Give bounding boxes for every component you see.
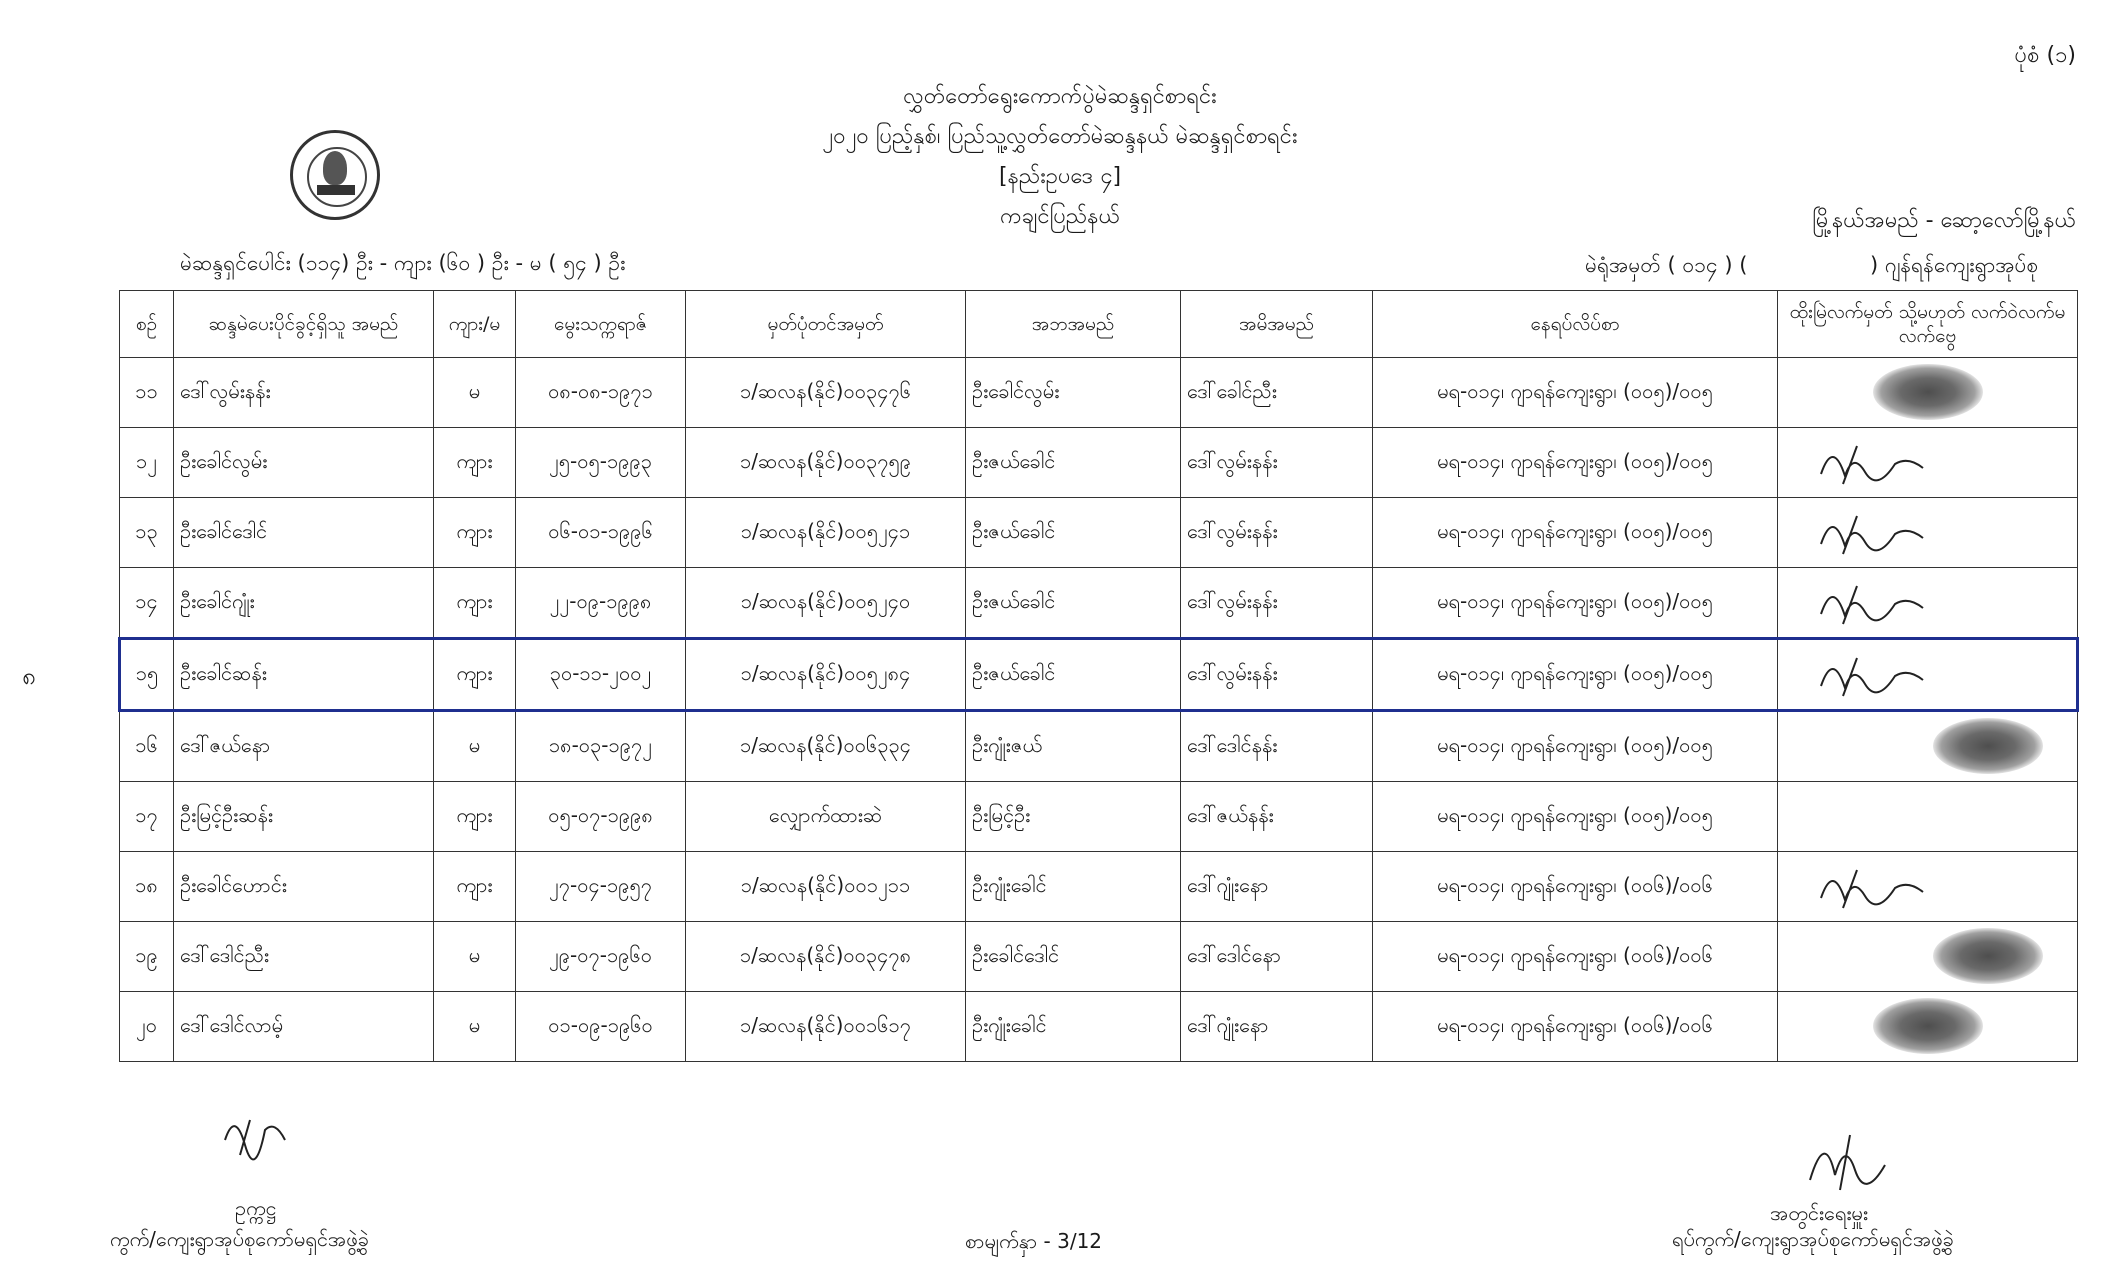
voter-name: ဒေါ်ဒေါင်ညီး [174,922,434,992]
gender: မ [434,358,516,428]
secretary-title: အတွင်းရေးမှူး [1770,1201,1868,1225]
gender: ကျား [434,782,516,852]
voter-table [118,290,2079,1062]
row-number: ၂၀ [120,992,174,1062]
row-number: ၁၉ [120,922,174,992]
gender: မ [434,711,516,782]
address: မရ-၀၁၄၊ ဂျာရန်ကျေးရွာ၊ (၀၀၅)/၀၀၅ [1373,358,1778,428]
table-row [120,568,2078,639]
address: မရ-၀၁၄၊ ဂျာရန်ကျေးရွာ၊ (၀၀၅)/၀၀၅ [1373,639,1778,711]
voter-name: ဦးခေါင်ဒေါင် [174,498,434,568]
row-number: ၁၅ [120,639,174,711]
birth-date: ၃၀-၁၁-၂၀၀၂ [516,639,686,711]
commission-logo-icon [290,130,380,220]
birth-date: ၂၉-၀၇-၁၉၆၀ [516,922,686,992]
mother-name: ဒေါ်ခေါင်ညီး [1181,358,1373,428]
gender: ကျား [434,428,516,498]
nrc-number: ၁/ဆလန(နိုင်)၀၀၅၂၄၁ [686,498,966,568]
birth-date: ၀၆-၀၁-၁၉၉၆ [516,498,686,568]
mother-name: ဒေါ်ဂျုံးနော [1181,852,1373,922]
mother-name: ဒေါ်လွမ်းနန်း [1181,428,1373,498]
signature-icon [1778,852,2078,922]
voter-name: ဦးမြင့်ဦးဆန်း [174,782,434,852]
mother-name: ဒေါ်ဒေါင်နန်း [1181,711,1373,782]
nrc-number: ၁/ဆလန(နိုင်)၀၀၃၇၅၉ [686,428,966,498]
polling-station: မဲရုံအမှတ် ( ၀၁၄ ) ( [1585,253,1748,277]
mother-name: ဒေါ်လွမ်းနန်း [1181,568,1373,639]
signature-icon [1778,428,2078,498]
signature-icon [1778,568,2078,639]
voter-name: ဒေါ်လွမ်းနန်း [174,358,434,428]
voter-name: ဒေါ်ဒေါင်လာမ့် [174,992,434,1062]
row-number: ၁၈ [120,852,174,922]
thumbprint-icon [1778,711,2078,782]
village-tract: ) ဂျန်ရန်ကျေးရွာအုပ်စု [1870,253,2039,277]
header-state: ကချင်ပြည်နယ် [1000,204,1120,229]
col-header-no: စဉ် [120,291,174,358]
page-info: စာမျက်နှာ - 3/12 [965,1229,1103,1253]
voter-name: ဒေါ်ဇယ်နော [174,711,434,782]
header-rule: [နည်းဥပဒေ ၄] [998,164,1122,189]
voter-name: ဦးခေါင်ဟောင်း [174,852,434,922]
address: မရ-၀၁၄၊ ဂျာရန်ကျေးရွာ၊ (၀၀၅)/၀၀၅ [1373,711,1778,782]
gender: ကျား [434,568,516,639]
voter-name: ဦးခေါင်ဂျုံး [174,568,434,639]
header-title: လွှတ်တော်ရွေးကောက်ပွဲမဲဆန္ဒရှင်စာရင်း [903,84,1217,109]
chair-title: ဥက္ကဋ္ဌ [235,1196,277,1220]
birth-date: ၂၇-၀၄-၁၉၅၇ [516,852,686,922]
birth-date: ၁၈-၀၃-၁၉၇၂ [516,711,686,782]
gender: ကျား [434,639,516,711]
nrc-number: ၁/ဆလန(နိုင်)၀၀၁၆၁၇ [686,992,966,1062]
col-header-father: အဘအမည် [966,291,1181,358]
address: မရ-၀၁၄၊ ဂျာရန်ကျေးရွာ၊ (၀၀၅)/၀၀၅ [1373,782,1778,852]
row-number: ၁၃ [120,498,174,568]
birth-date: ၀၅-၀၇-၁၉၉၈ [516,782,686,852]
father-name: ဦးမြင့်ဦး [966,782,1181,852]
nrc-number: ၁/ဆလန(နိုင်)၀၀၅၂၈၄ [686,639,966,711]
address: မရ-၀၁၄၊ ဂျာရန်ကျေးရွာ၊ (၀၀၆)/၀၀၆ [1373,922,1778,992]
father-name: ဦးဂျုံးဇယ် [966,711,1181,782]
gender: ကျား [434,852,516,922]
address: မရ-၀၁၄၊ ဂျာရန်ကျေးရွာ၊ (၀၀၆)/၀၀၆ [1373,992,1778,1062]
address: မရ-၀၁၄၊ ဂျာရန်ကျေးရွာ၊ (၀၀၅)/၀၀၅ [1373,498,1778,568]
col-header-gender: ကျား/မ [434,291,516,358]
nrc-number: လျှောက်ထားဆဲ [686,782,966,852]
row-number: ၁၁ [120,358,174,428]
township-name: မြို့နယ်အမည် - ဆော့လော်မြို့နယ် [1812,208,2076,233]
secretary-org: ရပ်ကွက်/ကျေးရွာအုပ်စုကော်မရှင်အဖွဲ့ခွဲ [1672,1227,1954,1251]
row-number: ၁၇ [120,782,174,852]
thumbprint-icon [1778,992,2078,1062]
nrc-number: ၁/ဆလန(နိုင်)၀၀၃၄၇၈ [686,922,966,992]
birth-date: ၀၁-၀၉-၁၉၆၀ [516,992,686,1062]
row-number: ၁၆ [120,711,174,782]
col-header-mother: အမိအမည် [1181,291,1373,358]
voter-name: ဦးခေါင်ဆန်း [174,639,434,711]
row-number: ၁၄ [120,568,174,639]
chair-org: ကွက်/ကျေးရွာအုပ်စုကော်မရှင်အဖွဲ့ခွဲ [110,1227,369,1251]
address: မရ-၀၁၄၊ ဂျာရန်ကျေးရွာ၊ (၀၀၅)/၀၀၅ [1373,428,1778,498]
address: မရ-၀၁၄၊ ဂျာရန်ကျေးရွာ၊ (၀၀၅)/၀၀၅ [1373,568,1778,639]
col-header-dob: မွေးသက္ကရာဇ် [516,291,686,358]
table-row [120,852,2078,922]
gender: ကျား [434,498,516,568]
gender: မ [434,992,516,1062]
page-number: ပုံစံ (၁) [2014,43,2076,68]
table-row [120,922,2078,992]
mother-name: ဒေါ်လွမ်းနန်း [1181,639,1373,711]
father-name: ဦးဇယ်ခေါင် [966,639,1181,711]
father-name: ဦးဂျုံးခေါင် [966,992,1181,1062]
nrc-number: ၁/ဆလန(နိုင်)၀၀၅၂၄၀ [686,568,966,639]
table-header-row [120,291,2078,358]
birth-date: ၀၈-၀၈-၁၉၇၁ [516,358,686,428]
mother-name: ဒေါ်ဒေါင်နော [1181,922,1373,992]
mother-name: ဒေါ်ဂျုံးနော [1181,992,1373,1062]
nrc-number: ၁/ဆလန(နိုင်)၀၀၃၄၇၆ [686,358,966,428]
table-row [120,358,2078,428]
side-mark: ၈ [22,662,36,690]
father-name: ဦးခေါင်ဒေါင် [966,922,1181,992]
thumbprint-icon [1778,358,2078,428]
father-name: ဦးခေါင်လွမ်း [966,358,1181,428]
birth-date: ၂၂-၀၉-၁၉၉၈ [516,568,686,639]
table-row [120,639,2078,711]
col-header-address: နေရပ်လိပ်စာ [1373,291,1778,358]
father-name: ဦးဇယ်ခေါင် [966,568,1181,639]
col-header-signature: ထိုးမြဲလက်မှတ် သို့မဟုတ် လက်ဝဲလက်မ လက်ဗွေ [1778,291,2078,358]
father-name: ဦးဇယ်ခေါင် [966,428,1181,498]
nrc-number: ၁/ဆလန(နိုင်)၀၀၆၃၃၄ [686,711,966,782]
secretary-signature-icon [1800,1120,1890,1200]
birth-date: ၂၅-၀၅-၁၉၉၃ [516,428,686,498]
voter-summary: မဲဆန္ဒရှင်ပေါင်း (၁၁၄) ဦး - ကျား (၆၀ ) ဦး - မ ( ၅၄ ) ဦး [180,251,626,275]
father-name: ဦးဇယ်ခေါင် [966,498,1181,568]
header-subtitle: ၂၀၂၀ ပြည့်နှစ်၊ ပြည်သူ့လွှတ်တော်မဲဆန္ဒနယ် မဲဆန္ဒရှင်စာရင်း [822,124,1298,149]
table-row [120,428,2078,498]
mother-name: ဒေါ်ဇယ်နန်း [1181,782,1373,852]
signature-icon [1778,498,2078,568]
gender: မ [434,922,516,992]
chair-signature-icon [215,1100,295,1170]
col-header-nrc: မှတ်ပုံတင်အမှတ် [686,291,966,358]
table-row [120,782,2078,852]
signature-icon [1778,639,2078,711]
table-row [120,711,2078,782]
father-name: ဦးဂျုံးခေါင် [966,852,1181,922]
nrc-number: ၁/ဆလန(နိုင်)၀၀၁၂၁၁ [686,852,966,922]
signature-empty [1778,782,2078,852]
mother-name: ဒေါ်လွမ်းနန်း [1181,498,1373,568]
row-number: ၁၂ [120,428,174,498]
table-row [120,498,2078,568]
thumbprint-icon [1778,922,2078,992]
address: မရ-၀၁၄၊ ဂျာရန်ကျေးရွာ၊ (၀၀၆)/၀၀၆ [1373,852,1778,922]
table-row [120,992,2078,1062]
col-header-name: ဆန္ဒမဲပေးပိုင်ခွင့်ရှိသူ အမည် [174,291,434,358]
voter-name: ဦးခေါင်လွမ်း [174,428,434,498]
